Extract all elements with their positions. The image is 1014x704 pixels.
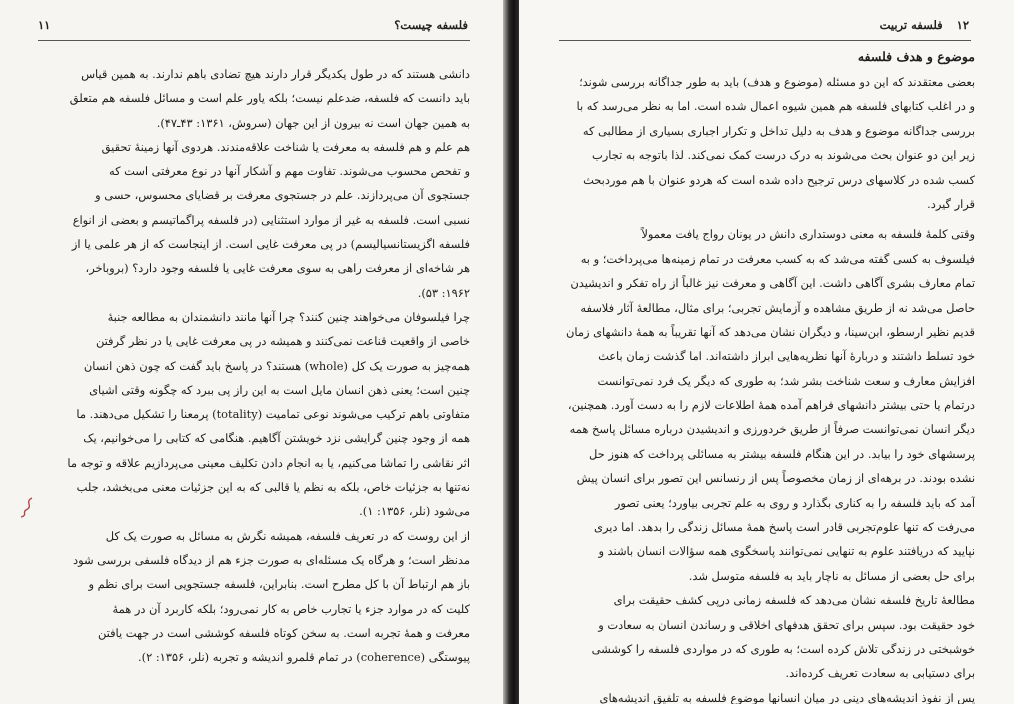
text-line: کلیت که در موارد جزء یا تجارب خاص به کار نمی‌رود؛ بلکه کاربرد آن در همهٔ <box>112 601 470 616</box>
text-line: همه از وجود چنین گرایشی نزد خویشتن آگاهیم. هنگامی که کتابی را می‌خوانیم، یک <box>83 431 470 446</box>
text-line: باید دانست که فلسفه، ضدعلم نیست؛ بلکه یاور علم است و مسائل فلسفه هم متعلق <box>69 91 470 106</box>
text-line: از این روست که در تعریف فلسفه، همیشه نگرش به مسائل به صورت یک کل <box>105 528 470 543</box>
text-line: خوشبختی در زندگی تلاش کرده است؛ به طوری که در مواردی فلسفه را کوششی <box>591 641 975 656</box>
right-page-header <box>559 18 969 32</box>
text-line: پرسشهای خود را بیابد. در این هنگام فلسفه بیشتر به مسائلی پرداخت که هنوز حل <box>589 446 975 461</box>
left-page-body <box>40 62 470 669</box>
text-line: می‌رفت که تنها علوم‌تجربی قادر است پاسخ همهٔ مسائل زندگی را بدهد. اما دیری <box>594 520 975 535</box>
text-line: پیوستگی (coherence) در تمام قلمرو اندیشه و تجربه (نلر، ۱۳۵۶: ۲). <box>138 650 470 665</box>
text-line: قرار گیرد. <box>927 196 975 211</box>
left-page-title: فلسفه چیست؟ <box>394 18 468 32</box>
text-line: خود حقیقت بود. سپس برای تحقق هدفهای اخلاقی و رساندن انسان به سعادت و <box>598 617 975 632</box>
text-line: ۱۹۶۲: ۵۳). <box>417 285 470 300</box>
right-page <box>519 0 1014 704</box>
text-line: نه‌تنها به جزئیات خاص، بلکه به نظم یا قالبی که به این جزئیات معنی می‌بخشد، جلب <box>76 480 470 495</box>
text-line: خاصی از واقعیت قناعت نمی‌کنند و همیشه در پی معرفت غایی یا در نظر گرفتن <box>95 334 470 349</box>
text-line: باز هم ارتباط آن با کل مطرح است. بنابراین، فلسفه جستجویی است برای نظم و <box>88 577 470 592</box>
left-page-number: ۱۱ <box>38 18 51 32</box>
text-line: هم علم و هم فلسفه به معرفت یا شناخت علاقه‌مندند. هردوی آنها زمینهٔ تحقیق <box>101 139 470 154</box>
text-line: مطالعهٔ تاریخ فلسفه نشان می‌دهد که فلسفه زمانی درپی کشف حقیقت برای <box>613 593 975 608</box>
text-line: بررسی جداگانه موضوع و هدف به دلیل تداخل و تکرار اجباری بسیاری از مطالبی که <box>582 123 975 138</box>
text-line: حاصل می‌شد نه از طریق مشاهده و آزمایش تجربی؛ برای مثال، مطالعهٔ آثار فلاسفه <box>580 300 975 315</box>
text-line: برای حل بعضی از مسائل به ناچار باید به فلسفه متوسل شد. <box>688 568 975 583</box>
right-page-number: ۱۲ <box>956 18 969 32</box>
text-line: چرا فیلسوفان می‌خواهند چنین کنند؟ چرا آنها مانند دانشمندان به مطالعه جنبهٔ <box>107 309 470 324</box>
text-line: چنین است؛ یعنی ذهن انسان مایل است به این راز پی ببرد که چگونه وقتی اشیای <box>89 382 470 397</box>
text-line: برای دستیابی به سعادت تعریف کرده‌اند. <box>785 666 975 681</box>
text-line: افزایش معارف و سعت شناخت بشر شد؛ به طوری که دیگر یک فرد نمی‌توانست <box>597 373 975 388</box>
text-line: فلسفه اگزیستانسیالیسم) در پی معرفت غایی است. از اینجاست که از هر علمی یا از <box>71 237 470 252</box>
text-line: بعضی معتقدند که این دو مسئله (موضوع و هدف) باید به طور جداگانه بررسی شوند؛ <box>579 75 975 89</box>
text-line: آمد که باید فلسفه را به کناری بگذارد و روی به علم تجربی بیاورد؛ یعنی تصور <box>614 495 975 510</box>
text-line: مدنظر است؛ و هرگاه یک مسئله‌ای به صورت جزء هم از دیدگاه فلسفی بررسی شود <box>73 552 470 567</box>
text-line: خود تسلط داشتند و دربارهٔ آنها نظریه‌هایی ابراز داشته‌اند. اما گذشت زمان باعث <box>598 349 975 364</box>
text-line: زیر این دو عنوان بحث می‌شوند به درک درست کمک نمی‌کند. لذا باتوجه به تجارب <box>592 148 975 163</box>
text-line: و تفحص محسوب می‌شوند. تفاوت مهم و آشکار آنها در نوع معرفتی است که <box>108 164 470 179</box>
right-header-rule <box>559 40 971 41</box>
text-line: فیلسوف به کسی گفته می‌شد که به کسب معرفت در تمام زمینه‌ها می‌پرداخت؛ و به <box>580 251 975 266</box>
text-line: دانشی هستند که در طول یکدیگر قرار دارند هیچ تضادی باهم ندارند. به همین قیاس <box>81 67 470 81</box>
text-line: پس از نفوذ اندیشه‌های دینی در میان انسانها موضوع فلسفه به تلفیق اندیشه‌های <box>599 690 975 704</box>
handwritten-margin-mark-icon <box>18 496 38 518</box>
text-line: می‌شود (نلر، ۱۳۵۶: ۱). <box>359 504 470 519</box>
text-line: نشده بودند. در برهه‌ای از زمان مخصوصاً پس از رنسانس این تصور برای انسان پیش <box>576 471 975 486</box>
text-line: به همین جهان است نه بیرون از این جهان (سروش، ۱۳۶۱: ۴۳ـ۴۷). <box>156 115 470 130</box>
left-header-rule <box>38 40 470 41</box>
text-line: دیگر انسان نمی‌توانست صرفاً از طریق خردورزی و اندیشیدن درباره مسائل پاسخ همه <box>569 422 975 437</box>
text-line: قدیم نظیر ارسطو، ابن‌سینا، و دیگران نشان می‌دهد که آنها تقریباً به همهٔ دانشهای زمان <box>566 324 975 339</box>
text-line: کسب شده در کلاسهای درس ترجیح داده شده است که هردو عنوان با هم موردبحث <box>583 172 975 187</box>
text-line: اثر نقاشی را تماشا می‌کنیم، یا به انجام دادن تکلیف معینی می‌پردازیم علاقه و توجه ما <box>67 455 470 470</box>
left-page <box>0 0 505 704</box>
text-line: نسبی است. فلسفه به غیر از موارد استثنایی (در فلسفه پراگماتیسم و بعضی از انواع <box>72 212 470 227</box>
text-line: و در اغلب کتابهای فلسفه هم همین شیوه اعمال شده است. اما به نظر می‌رسد که با <box>576 99 975 114</box>
text-line: تمام معارف بشری آگاهی داشت. این آگاهی و معرفت نیز غالباً از راه تفکر و اندیشیدن <box>570 276 975 291</box>
text-line: جستجوی آن می‌پردازند. علم در جستجوی معرفت بر قضایای محسوس، حسی و <box>95 188 470 203</box>
right-page-title: فلسفه تربیت <box>879 18 943 32</box>
text-line: درتمام یا حتی بیشتر دانشهای فراهم آمده همهٔ اطلاعات لازم را به دست آورد. همچنین، <box>567 398 975 413</box>
section-heading: موضوع و هدف فلسفه <box>857 49 975 64</box>
text-line: متفاوتی باهم ترکیب می‌شوند نوعی تمامیت (totality) پرمعنا را تشکیل می‌دهند. ما <box>76 407 470 422</box>
text-line: هر شاخه‌ای از معرفت راهی به سوی معرفت غایی یا فلسفه وجود دارد؟ (بروباخر، <box>85 261 470 276</box>
left-page-header <box>38 18 468 32</box>
text-line: معرفت و همهٔ تجربه است. به سخن کوتاه فلسفه کوششی است در جهت یافتن <box>97 625 470 640</box>
text-line: وقتی کلمهٔ فلسفه به معنی دوستداری دانش در یونان رواج یافت معمولاً <box>641 227 975 242</box>
right-page-body <box>557 44 975 704</box>
text-line: نپایید که دریافتند علوم به تنهایی نمی‌توانند پاسخگوی همه سؤالات انسان باشند و <box>598 544 975 559</box>
text-line: همه‌چیز به صورت یک کل (whole) هستند؟ در پاسخ باید گفت که چون ذهن انسان <box>83 358 470 373</box>
